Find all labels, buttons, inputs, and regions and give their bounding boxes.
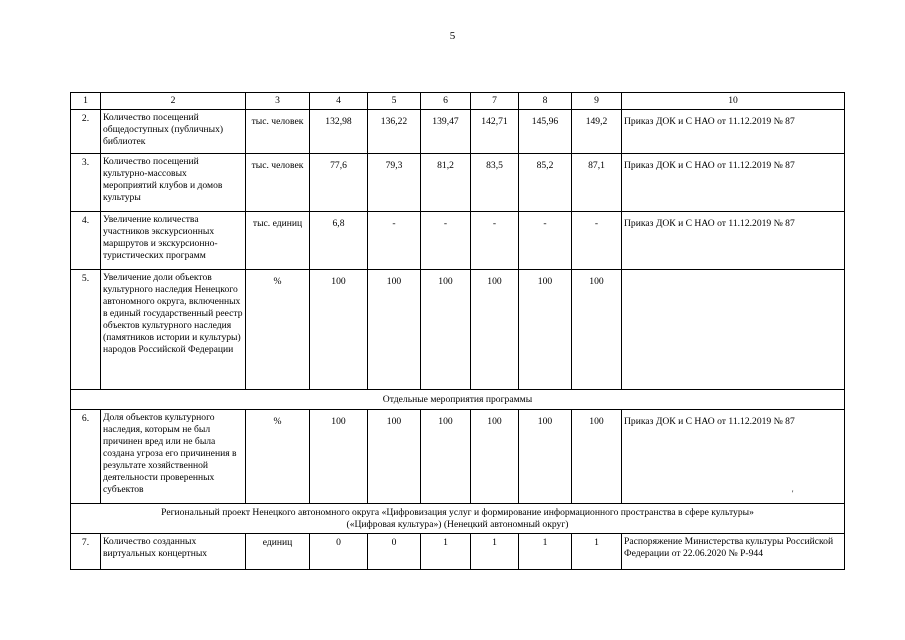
header-cell: 3: [246, 93, 310, 110]
row-number: 7.: [71, 534, 101, 570]
value-cell: -: [572, 212, 622, 270]
indicator-name: Увеличение доли объектов культурного наследия Ненецкого автономного округа, включенных в единый государственный реестр объектов культурного наследия (памятников истории и культуры) народов Российской Федерации: [101, 270, 246, 390]
section-title-line: Региональный проект Ненецкого автономного округа «Цифровизация услуг и формирование информационного пространства в сфере культуры»: [161, 506, 754, 518]
page-number: 5: [449, 30, 456, 42]
value-cell: 1: [572, 534, 622, 570]
value-cell: 100: [310, 270, 368, 390]
value-cell: 0: [310, 534, 368, 570]
table-row: [71, 270, 845, 390]
indicator-name: Доля объектов культурного наследия, которым не был причинен вред или не была создана угроза его причинения в результате хозяйственной деятельности проверенных субъектов: [101, 410, 246, 504]
value-cell: 100: [519, 270, 572, 390]
value-cell: 100: [421, 270, 471, 390]
row-number: 4.: [71, 212, 101, 270]
header-cell: 5: [368, 93, 421, 110]
indicator-name: Увеличение количества участников экскурсионных маршрутов и экскурсионно-туристических программ: [101, 212, 246, 270]
table-row: [71, 410, 845, 504]
value-cell: 6,8: [310, 212, 368, 270]
unit-cell: тыс. человек: [246, 110, 310, 154]
value-cell: 100: [421, 410, 471, 504]
row-number: 6.: [71, 410, 101, 504]
value-cell: -: [421, 212, 471, 270]
document-cell: Приказ ДОК и С НАО от 11.12.2019 № 87: [622, 410, 845, 504]
unit-cell: %: [246, 410, 310, 504]
value-cell: 77,6: [310, 154, 368, 212]
document-cell: Приказ ДОК и С НАО от 11.12.2019 № 87: [622, 154, 845, 212]
header-cell: 9: [572, 93, 622, 110]
indicator-name: Количество посещений культурно-массовых мероприятий клубов и домов культуры: [101, 154, 246, 212]
value-cell: 145,96: [519, 110, 572, 154]
value-cell: 100: [368, 270, 421, 390]
value-cell: 1: [421, 534, 471, 570]
value-cell: 100: [471, 410, 519, 504]
value-cell: 132,98: [310, 110, 368, 154]
value-cell: 100: [368, 410, 421, 504]
value-cell: 100: [519, 410, 572, 504]
value-cell: 100: [310, 410, 368, 504]
value-cell: 87,1: [572, 154, 622, 212]
value-cell: -: [471, 212, 519, 270]
document-cell: Приказ ДОК и С НАО от 11.12.2019 № 87: [622, 110, 845, 154]
row-number: 2.: [71, 110, 101, 154]
value-cell: -: [519, 212, 572, 270]
header-cell: 8: [519, 93, 572, 110]
document-cell: [622, 270, 845, 390]
section-title-line: («Цифровая культура») (Ненецкий автономный округ): [346, 518, 569, 530]
header-cell: 4: [310, 93, 368, 110]
unit-cell: %: [246, 270, 310, 390]
unit-cell: тыс. единиц: [246, 212, 310, 270]
document-cell: Распоряжение Министерства культуры Российской Федерации от 22.06.2020 № Р-944: [622, 534, 845, 570]
header-row: [71, 93, 845, 110]
section-row: [71, 390, 845, 410]
header-cell: 1: [71, 93, 101, 110]
header-cell: 7: [471, 93, 519, 110]
value-cell: 100: [471, 270, 519, 390]
indicator-name: Количество созданных виртуальных концертных: [101, 534, 246, 570]
header-cell: 10: [622, 93, 845, 110]
value-cell: 79,3: [368, 154, 421, 212]
stray-mark: ': [792, 489, 794, 498]
value-cell: 149,2: [572, 110, 622, 154]
table-row: [71, 154, 845, 212]
row-number: 5.: [71, 270, 101, 390]
value-cell: 81,2: [421, 154, 471, 212]
value-cell: 1: [519, 534, 572, 570]
indicator-name: Количество посещений общедоступных (публичных) библиотек: [101, 110, 246, 154]
section-row: [71, 504, 845, 534]
value-cell: 83,5: [471, 154, 519, 212]
value-cell: 85,2: [519, 154, 572, 212]
indicators-table: [70, 92, 845, 570]
table-row: [71, 110, 845, 154]
value-cell: 0: [368, 534, 421, 570]
value-cell: 100: [572, 270, 622, 390]
row-number: 3.: [71, 154, 101, 212]
document-cell: Приказ ДОК и С НАО от 11.12.2019 № 87: [622, 212, 845, 270]
unit-cell: тыс. человек: [246, 154, 310, 212]
value-cell: 142,71: [471, 110, 519, 154]
header-cell: 6: [421, 93, 471, 110]
value-cell: -: [368, 212, 421, 270]
table-row: [71, 212, 845, 270]
section-title: [71, 504, 845, 534]
value-cell: 139,47: [421, 110, 471, 154]
unit-cell: единиц: [246, 534, 310, 570]
value-cell: 1: [471, 534, 519, 570]
section-title: Отдельные мероприятия программы: [71, 390, 845, 410]
header-cell: 2: [101, 93, 246, 110]
table-row: [71, 534, 845, 570]
value-cell: 100: [572, 410, 622, 504]
value-cell: 136,22: [368, 110, 421, 154]
